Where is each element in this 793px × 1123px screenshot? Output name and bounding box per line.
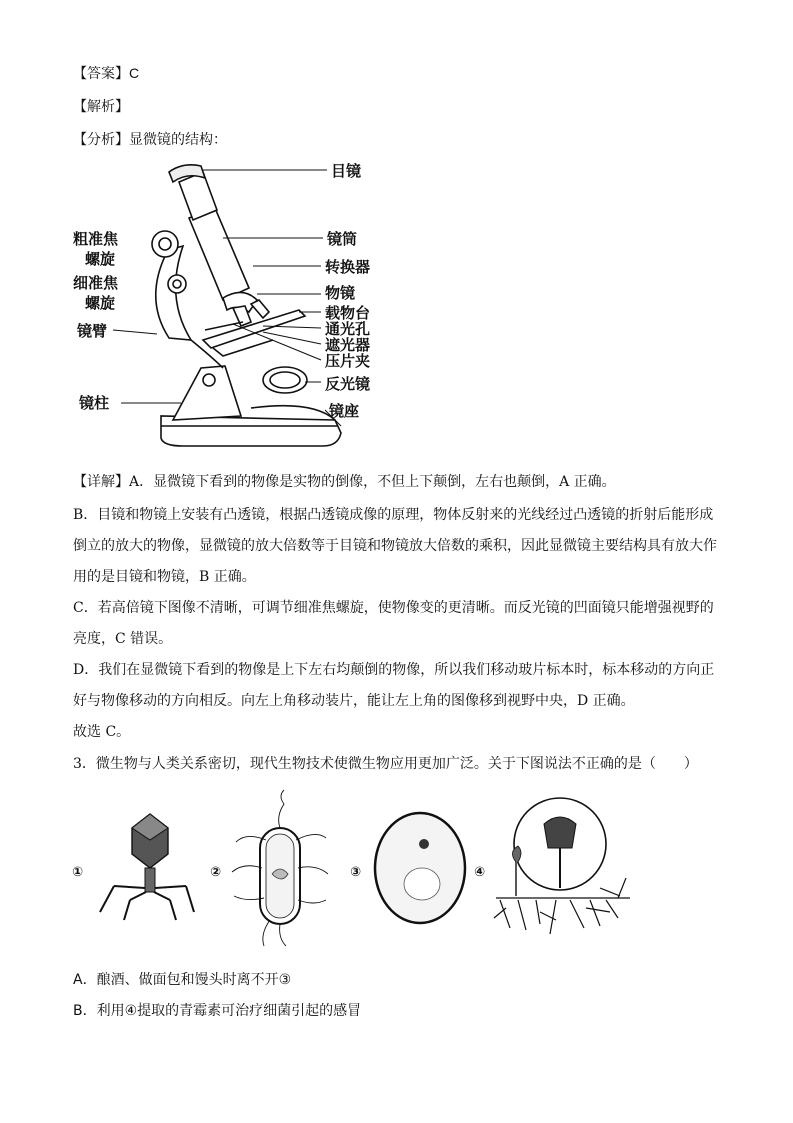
figure-number-3: ③	[350, 865, 362, 880]
detail-b-line2: 倒立的放大的物像，显微镜的放大倍数等于目镜和物镜放大倍数的乘积，因此显微镜主要结构具有放大作	[73, 538, 717, 554]
microorganisms-figure	[70, 788, 630, 950]
label-base: 镜座	[329, 402, 360, 420]
analysis-heading: 【解析】	[73, 99, 129, 115]
bacteriophage-drawing	[100, 814, 194, 920]
answer-line	[73, 63, 139, 84]
label-clip: 压片夹	[325, 352, 371, 370]
label-arm: 镜臂	[77, 322, 108, 340]
label-objective: 物镜	[325, 284, 356, 302]
microscope-drawing	[152, 165, 341, 446]
question-3: 3．微生物与人类关系密切，现代生物技术使微生物应用更加广泛。关于下图说法不正确的是（ ）	[73, 756, 698, 772]
detail-d-line1: D．我们在显微镜下看到的物像是上下左右均颠倒的物像，所以我们移动玻片标本时，标本移动的方向正	[73, 662, 715, 678]
label-fine-line1: 细准焦	[73, 274, 119, 292]
conclusion: 故选 C。	[73, 724, 131, 740]
detail-a: 【详解】A．显微镜下看到的物像是实物的倒像，不但上下颠倒，左右也颠倒，A 正确。	[73, 474, 616, 490]
option-a: A．酿酒、做面包和馒头时离不开③	[73, 972, 292, 988]
label-stage: 载物台	[325, 304, 371, 322]
answer-label: 【答案】	[73, 66, 129, 82]
yeast-drawing	[375, 813, 465, 923]
detail-c-line1: C．若高倍镜下图像不清晰，可调节细准焦螺旋，使物像变的更清晰。而反光镜的凹面镜只能增强视野的	[73, 600, 714, 616]
detail-b-line3: 用的是目镜和物镜，B 正确。	[73, 569, 256, 585]
microscope-diagram	[73, 158, 393, 454]
label-tube: 镜筒	[327, 230, 358, 248]
penicillium-drawing	[494, 798, 630, 934]
figure-number-2: ②	[210, 865, 222, 880]
figure-number-4: ④	[474, 865, 486, 880]
detail-b-line1: B．目镜和物镜上安装有凸透镜，根据凸透镜成像的原理，物体反射来的光线经过凸透镜的折射后能形成	[73, 507, 714, 523]
label-diaphragm: 遮光器	[325, 336, 371, 354]
label-fine-line2: 螺旋	[85, 294, 116, 312]
answer-value: C	[129, 65, 140, 81]
label-pillar: 镜柱	[79, 394, 110, 412]
figure-number-1: ①	[72, 865, 84, 880]
bacterium-drawing	[232, 790, 328, 946]
detail-d-line2: 好与物像移动的方向相反。向左上角移动装片，能让左上角的图像移到视野中央，D 正确。	[73, 693, 635, 709]
label-mirror: 反光镜	[325, 375, 371, 393]
label-eyepiece: 目镜	[331, 162, 362, 180]
option-b: B．利用④提取的青霉素可治疗细菌引起的感冒	[73, 1003, 362, 1019]
analysis-intro: 【分析】显微镜的结构：	[73, 132, 227, 148]
label-coarse-line1: 粗准焦	[73, 230, 119, 248]
detail-c-line2: 亮度，C 错误。	[73, 631, 173, 647]
label-aperture: 通光孔	[325, 320, 371, 338]
label-coarse-line2: 螺旋	[85, 250, 116, 268]
label-converter: 转换器	[325, 258, 371, 276]
